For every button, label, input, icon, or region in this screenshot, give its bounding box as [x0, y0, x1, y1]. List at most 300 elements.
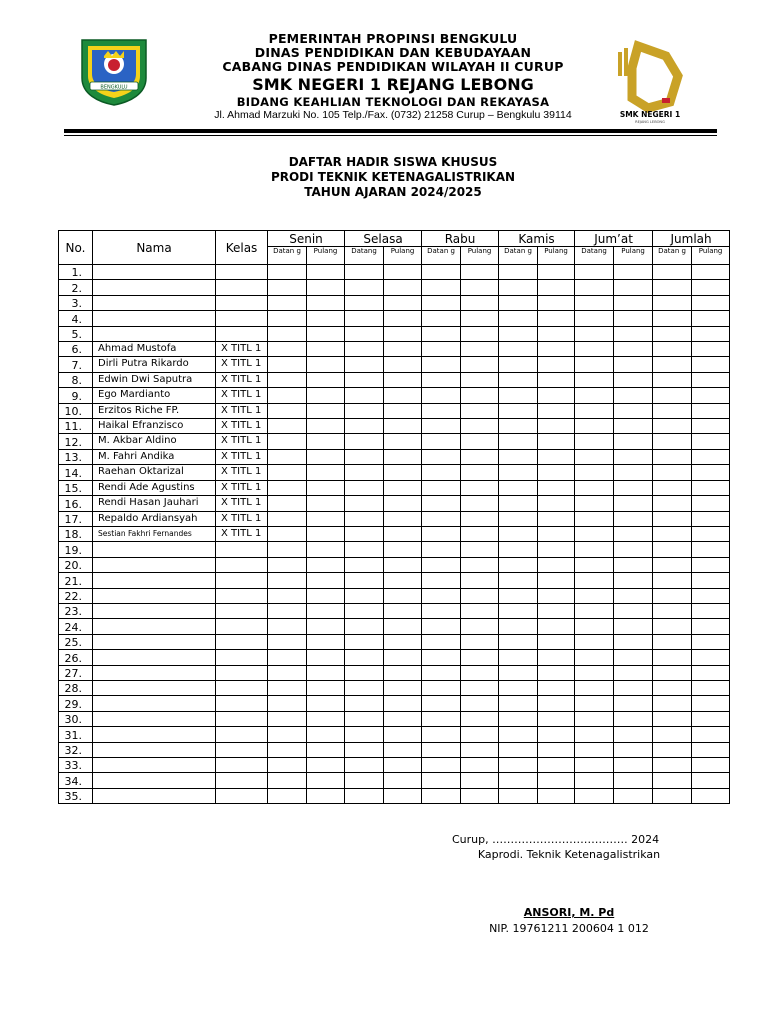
attendance-cell — [499, 480, 538, 495]
attendance-cell — [422, 342, 461, 357]
student-class: X TITL 1 — [216, 526, 268, 541]
attendance-cell — [692, 403, 730, 418]
attendance-cell — [461, 727, 499, 742]
table-row — [59, 342, 730, 357]
attendance-cell — [307, 434, 345, 449]
col-header-day: Rabu — [422, 231, 499, 247]
attendance-cell — [307, 526, 345, 541]
attendance-cell — [461, 265, 499, 280]
attendance-cell — [422, 511, 461, 526]
student-class — [216, 311, 268, 326]
attendance-cell — [461, 696, 499, 711]
table-row — [59, 588, 730, 603]
table-row — [59, 357, 730, 372]
attendance-cell — [575, 280, 614, 295]
student-class — [216, 773, 268, 788]
attendance-cell — [692, 619, 730, 634]
attendance-cell — [345, 419, 384, 434]
table-row — [59, 449, 730, 464]
attendance-cell — [499, 588, 538, 603]
attendance-cell — [384, 480, 422, 495]
attendance-cell — [307, 465, 345, 480]
attendance-cell — [307, 665, 345, 680]
attendance-cell — [307, 419, 345, 434]
school-name: SMK NEGERI 1 REJANG LEBONG — [252, 75, 534, 94]
student-class — [216, 619, 268, 634]
attendance-cell — [653, 388, 692, 403]
attendance-cell — [345, 573, 384, 588]
attendance-cell — [538, 496, 575, 511]
attendance-cell — [499, 295, 538, 310]
attendance-cell — [345, 295, 384, 310]
attendance-cell — [422, 357, 461, 372]
attendance-cell — [614, 265, 653, 280]
row-number: 11. — [59, 419, 93, 434]
attendance-cell — [614, 280, 653, 295]
table-row — [59, 311, 730, 326]
attendance-cell — [538, 742, 575, 757]
attendance-cell — [499, 465, 538, 480]
student-class — [216, 711, 268, 726]
attendance-cell — [575, 619, 614, 634]
attendance-cell — [268, 619, 307, 634]
student-class: X TITL 1 — [216, 357, 268, 372]
student-name: Rendi Hasan Jauhari — [93, 496, 216, 511]
student-name — [93, 573, 216, 588]
attendance-cell — [307, 372, 345, 387]
attendance-cell — [345, 465, 384, 480]
col-subheader: Pulang — [307, 247, 345, 265]
attendance-cell — [614, 619, 653, 634]
attendance-cell — [345, 758, 384, 773]
attendance-cell — [461, 342, 499, 357]
attendance-cell — [538, 727, 575, 742]
table-row — [59, 295, 730, 310]
attendance-cell — [268, 742, 307, 757]
student-class — [216, 742, 268, 757]
table-row — [59, 326, 730, 341]
attendance-cell — [692, 357, 730, 372]
attendance-cell — [461, 773, 499, 788]
attendance-cell — [614, 326, 653, 341]
place-date: Curup, ………………………………. 2024 — [452, 833, 660, 846]
attendance-cell — [307, 326, 345, 341]
student-class: X TITL 1 — [216, 465, 268, 480]
attendance-cell — [307, 680, 345, 695]
attendance-cell — [384, 388, 422, 403]
row-number: 33. — [59, 758, 93, 773]
signer-nip: NIP. 19761211 200604 1 012 — [489, 922, 649, 935]
attendance-cell — [307, 542, 345, 557]
attendance-cell — [653, 557, 692, 572]
student-class — [216, 634, 268, 649]
attendance-cell — [614, 634, 653, 649]
attendance-cell — [653, 326, 692, 341]
header-line-1: PEMERINTAH PROPINSI BENGKULU — [268, 31, 518, 46]
attendance-cell — [461, 758, 499, 773]
student-class: X TITL 1 — [216, 388, 268, 403]
attendance-cell — [575, 311, 614, 326]
row-number: 30. — [59, 711, 93, 726]
attendance-cell — [653, 542, 692, 557]
attendance-cell — [422, 465, 461, 480]
attendance-cell — [614, 665, 653, 680]
student-name — [93, 265, 216, 280]
school-logo-text: SMK NEGERI 1 — [619, 110, 681, 119]
attendance-cell — [268, 496, 307, 511]
row-number: 12. — [59, 434, 93, 449]
attendance-cell — [575, 357, 614, 372]
table-row — [59, 280, 730, 295]
attendance-cell — [384, 511, 422, 526]
col-subheader: Pulang — [692, 247, 730, 265]
attendance-cell — [575, 342, 614, 357]
header-divider-thin — [64, 135, 717, 136]
attendance-cell — [614, 727, 653, 742]
attendance-cell — [422, 557, 461, 572]
attendance-cell — [384, 573, 422, 588]
student-name: Ego Mardianto — [93, 388, 216, 403]
school-logo — [608, 40, 692, 124]
attendance-cell — [653, 511, 692, 526]
row-number: 2. — [59, 280, 93, 295]
attendance-cell — [345, 449, 384, 464]
attendance-cell — [384, 711, 422, 726]
attendance-cell — [499, 634, 538, 649]
attendance-cell — [307, 403, 345, 418]
attendance-cell — [384, 758, 422, 773]
student-name — [93, 665, 216, 680]
attendance-cell — [575, 372, 614, 387]
attendance-cell — [692, 573, 730, 588]
attendance-cell — [499, 742, 538, 757]
attendance-cell — [692, 449, 730, 464]
province-emblem-logo — [78, 38, 150, 106]
attendance-cell — [575, 465, 614, 480]
table-row — [59, 403, 730, 418]
attendance-cell — [653, 449, 692, 464]
col-subheader: Datan g — [268, 247, 307, 265]
table-row — [59, 696, 730, 711]
attendance-cell — [692, 680, 730, 695]
attendance-cell — [692, 511, 730, 526]
attendance-cell — [538, 434, 575, 449]
attendance-cell — [422, 758, 461, 773]
student-name: Erzitos Riche FP. — [93, 403, 216, 418]
attendance-cell — [575, 634, 614, 649]
table-row — [59, 727, 730, 742]
attendance-cell — [268, 573, 307, 588]
attendance-cell — [692, 758, 730, 773]
attendance-cell — [692, 634, 730, 649]
attendance-cell — [575, 742, 614, 757]
attendance-cell — [307, 619, 345, 634]
attendance-cell — [692, 434, 730, 449]
attendance-cell — [268, 588, 307, 603]
attendance-cell — [422, 603, 461, 618]
attendance-cell — [461, 742, 499, 757]
attendance-cell — [345, 434, 384, 449]
attendance-cell — [268, 419, 307, 434]
student-name — [93, 634, 216, 649]
row-number: 25. — [59, 634, 93, 649]
attendance-cell — [538, 419, 575, 434]
table-row — [59, 465, 730, 480]
row-number: 24. — [59, 619, 93, 634]
attendance-cell — [384, 465, 422, 480]
student-name — [93, 773, 216, 788]
attendance-cell — [538, 526, 575, 541]
attendance-cell — [422, 372, 461, 387]
attendance-cell — [538, 573, 575, 588]
attendance-cell — [653, 419, 692, 434]
attendance-cell — [345, 773, 384, 788]
attendance-cell — [499, 603, 538, 618]
attendance-cell — [575, 711, 614, 726]
attendance-cell — [538, 588, 575, 603]
table-row — [59, 372, 730, 387]
student-name — [93, 295, 216, 310]
attendance-cell — [345, 634, 384, 649]
row-number: 22. — [59, 588, 93, 603]
attendance-cell — [307, 758, 345, 773]
attendance-cell — [461, 372, 499, 387]
attendance-cell — [653, 588, 692, 603]
attendance-cell — [499, 280, 538, 295]
attendance-cell — [461, 634, 499, 649]
student-name — [93, 542, 216, 557]
attendance-cell — [614, 496, 653, 511]
attendance-cell — [538, 511, 575, 526]
attendance-cell — [384, 449, 422, 464]
attendance-cell — [345, 650, 384, 665]
attendance-cell — [575, 496, 614, 511]
row-number: 10. — [59, 403, 93, 418]
col-subheader: Pulang — [461, 247, 499, 265]
attendance-cell — [538, 388, 575, 403]
letterhead — [180, 32, 606, 122]
attendance-cell — [538, 557, 575, 572]
attendance-cell — [422, 311, 461, 326]
attendance-cell — [575, 696, 614, 711]
table-row — [59, 480, 730, 495]
table-row — [59, 542, 730, 557]
student-name — [93, 326, 216, 341]
attendance-cell — [575, 526, 614, 541]
attendance-cell — [538, 342, 575, 357]
attendance-cell — [307, 788, 345, 803]
attendance-cell — [422, 526, 461, 541]
attendance-cell — [461, 465, 499, 480]
attendance-cell — [345, 727, 384, 742]
col-header-total: Jumlah — [653, 231, 730, 247]
attendance-cell — [653, 603, 692, 618]
student-name — [93, 727, 216, 742]
attendance-cell — [499, 372, 538, 387]
row-number: 5. — [59, 326, 93, 341]
attendance-cell — [614, 758, 653, 773]
attendance-cell — [614, 419, 653, 434]
attendance-cell — [614, 526, 653, 541]
table-row — [59, 742, 730, 757]
attendance-cell — [614, 372, 653, 387]
row-number: 15. — [59, 480, 93, 495]
attendance-cell — [461, 480, 499, 495]
attendance-cell — [461, 542, 499, 557]
student-name: Dirli Putra Rikardo — [93, 357, 216, 372]
attendance-cell — [692, 665, 730, 680]
attendance-cell — [307, 388, 345, 403]
attendance-cell — [653, 742, 692, 757]
table-row — [59, 665, 730, 680]
student-class — [216, 588, 268, 603]
row-number: 34. — [59, 773, 93, 788]
col-header-day: Selasa — [345, 231, 422, 247]
attendance-cell — [575, 788, 614, 803]
attendance-cell — [692, 588, 730, 603]
attendance-cell — [345, 480, 384, 495]
attendance-cell — [268, 311, 307, 326]
attendance-cell — [345, 403, 384, 418]
attendance-cell — [384, 496, 422, 511]
attendance-cell — [384, 557, 422, 572]
row-number: 35. — [59, 788, 93, 803]
student-class — [216, 680, 268, 695]
attendance-cell — [307, 742, 345, 757]
attendance-cell — [653, 265, 692, 280]
attendance-cell — [692, 696, 730, 711]
attendance-cell — [461, 588, 499, 603]
attendance-cell — [422, 295, 461, 310]
attendance-cell — [692, 788, 730, 803]
attendance-cell — [422, 388, 461, 403]
row-number: 20. — [59, 557, 93, 572]
attendance-cell — [653, 773, 692, 788]
attendance-cell — [499, 434, 538, 449]
attendance-cell — [384, 526, 422, 541]
student-class — [216, 573, 268, 588]
attendance-cell — [653, 434, 692, 449]
student-class — [216, 603, 268, 618]
table-row — [59, 758, 730, 773]
attendance-cell — [538, 788, 575, 803]
student-name — [93, 711, 216, 726]
attendance-cell — [268, 634, 307, 649]
attendance-cell — [614, 773, 653, 788]
attendance-cell — [653, 480, 692, 495]
student-name: Raehan Oktarizal — [93, 465, 216, 480]
attendance-cell — [653, 526, 692, 541]
student-class — [216, 265, 268, 280]
attendance-cell — [653, 619, 692, 634]
row-number: 26. — [59, 650, 93, 665]
attendance-cell — [345, 372, 384, 387]
attendance-cell — [345, 788, 384, 803]
attendance-cell — [461, 419, 499, 434]
attendance-cell — [692, 265, 730, 280]
attendance-cell — [538, 480, 575, 495]
attendance-cell — [307, 588, 345, 603]
attendance-cell — [692, 326, 730, 341]
attendance-cell — [461, 650, 499, 665]
student-name: Ahmad Mustofa — [93, 342, 216, 357]
attendance-cell — [692, 742, 730, 757]
attendance-cell — [653, 357, 692, 372]
attendance-cell — [499, 419, 538, 434]
attendance-cell — [268, 342, 307, 357]
attendance-cell — [575, 388, 614, 403]
attendance-cell — [422, 496, 461, 511]
attendance-cell — [461, 573, 499, 588]
attendance-cell — [384, 680, 422, 695]
attendance-cell — [614, 357, 653, 372]
attendance-cell — [499, 526, 538, 541]
attendance-cell — [538, 619, 575, 634]
attendance-cell — [653, 665, 692, 680]
attendance-cell — [461, 619, 499, 634]
attendance-cell — [384, 588, 422, 603]
student-name — [93, 742, 216, 757]
attendance-cell — [422, 403, 461, 418]
attendance-cell — [692, 650, 730, 665]
attendance-cell — [575, 727, 614, 742]
title-line-1: DAFTAR HADIR SISWA KHUSUS — [288, 155, 498, 169]
attendance-cell — [268, 465, 307, 480]
attendance-cell — [614, 788, 653, 803]
attendance-cell — [422, 265, 461, 280]
attendance-cell — [384, 696, 422, 711]
attendance-cell — [538, 311, 575, 326]
row-number: 13. — [59, 449, 93, 464]
attendance-cell — [268, 603, 307, 618]
school-address: Jl. Ahmad Marzuki No. 105 Telp./Fax. (0732) 21258 Curup – Bengkulu 39114 — [214, 109, 572, 121]
attendance-cell — [422, 727, 461, 742]
attendance-cell — [268, 542, 307, 557]
attendance-cell — [422, 573, 461, 588]
col-header-name: Nama — [93, 231, 216, 265]
attendance-cell — [268, 480, 307, 495]
attendance-cell — [614, 680, 653, 695]
attendance-cell — [653, 711, 692, 726]
attendance-cell — [653, 634, 692, 649]
student-class — [216, 542, 268, 557]
student-name: Sestian Fakhri Fernandes — [93, 526, 216, 541]
attendance-cell — [653, 311, 692, 326]
attendance-cell — [345, 680, 384, 695]
student-class — [216, 650, 268, 665]
attendance-cell — [307, 449, 345, 464]
attendance-cell — [268, 280, 307, 295]
table-row — [59, 557, 730, 572]
attendance-cell — [461, 295, 499, 310]
attendance-cell — [268, 449, 307, 464]
col-subheader: Datang — [575, 247, 614, 265]
attendance-cell — [307, 342, 345, 357]
row-number: 4. — [59, 311, 93, 326]
student-name — [93, 311, 216, 326]
attendance-cell — [499, 696, 538, 711]
student-name — [93, 650, 216, 665]
table-row — [59, 634, 730, 649]
attendance-cell — [538, 711, 575, 726]
col-subheader: Pulang — [614, 247, 653, 265]
attendance-cell — [499, 788, 538, 803]
attendance-cell — [268, 727, 307, 742]
row-number: 9. — [59, 388, 93, 403]
attendance-cell — [692, 342, 730, 357]
attendance-cell — [461, 526, 499, 541]
attendance-cell — [268, 295, 307, 310]
